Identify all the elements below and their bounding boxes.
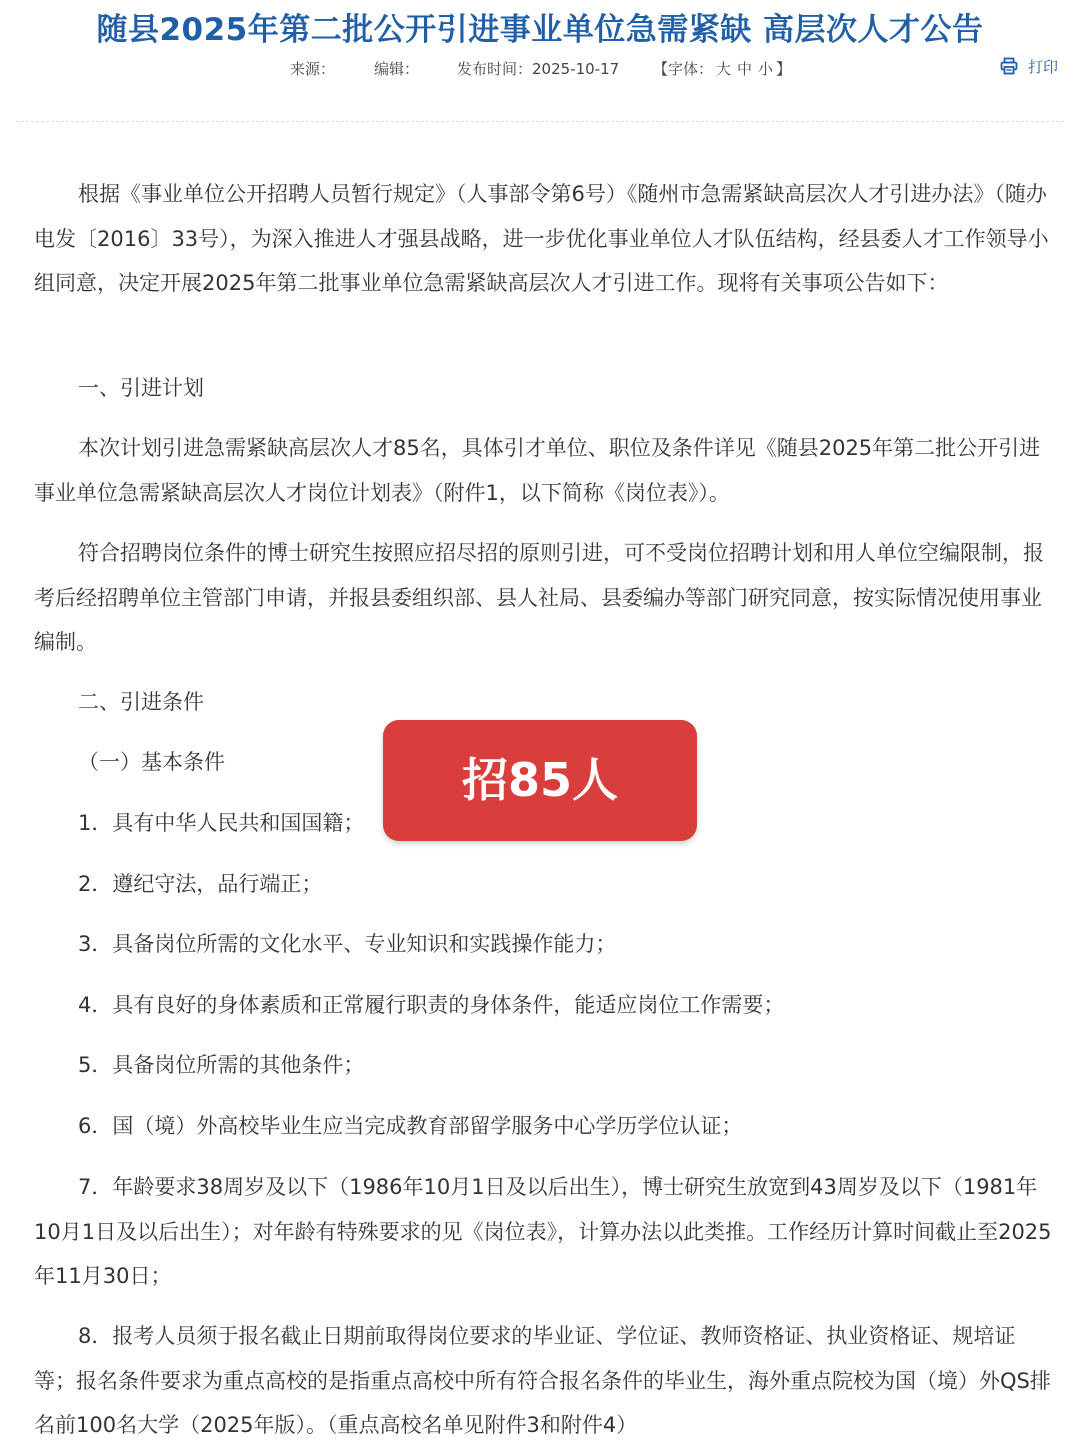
condition-item: 5．具备岗位所需的其他条件； (78, 1053, 365, 1077)
font-size-large[interactable]: 大 (716, 60, 732, 78)
article-meta (0, 58, 1080, 80)
section-heading-conditions: 二、引进条件 (78, 690, 204, 714)
font-size-small[interactable]: 小 (758, 60, 774, 78)
page-title: 随县2025年第二批公开引进事业单位急需紧缺 高层次人才公告 (96, 12, 984, 48)
publish-date: 发布时间：2025-10-17 (457, 60, 620, 78)
condition-item: 2．遵纪守法，品行端正； (78, 872, 323, 896)
editor-label: 编辑： (374, 60, 420, 78)
source-label: 来源： (290, 60, 336, 78)
condition-item: 3．具备岗位所需的文化水平、专业知识和实践操作能力； (78, 932, 617, 956)
condition-item: 7．年龄要求38周岁及以下（1986年10月1日及以后出生），博士研究生放宽到43周岁及以下（1981年10月1日及以后出生）；对年龄有特殊要求的见《岗位表》，计算办法以此类推。工作经历计算时间截止至2025年11月30日； (34, 1175, 1052, 1288)
plan-paragraph-2: 符合招聘岗位条件的博士研究生按照应招尽招的原则引进，可不受岗位招聘计划和用人单位空编限制，报考后经招聘单位主管部门申请，并报县委组织部、县人社局、县委编办等部门研究同意，按实际情况使用事业编制。 (34, 541, 1044, 654)
font-size-medium[interactable]: 中 (737, 60, 753, 78)
intro-paragraph: 根据《事业单位公开招聘人员暂行规定》（人事部令第6号）《随州市急需紧缺高层次人才引进办法》（随办电发〔2016〕33号），为深入推进人才强县战略，进一步优化事业单位人才队伍结构，经县委人才工作领导小组同意，决定开展2025年第二批事业单位急需紧缺高层次人才引进工作。现将有关事项公告如下： (34, 182, 1049, 295)
print-button[interactable] (1000, 56, 1058, 77)
printer-icon (1000, 57, 1018, 75)
condition-item: 8．报考人员须于报名截止日期前取得岗位要求的毕业证、学位证、教师资格证、执业资格证、规培证等；报名条件要求为重点高校的是指重点高校中所有符合报名条件的毕业生，海外重点院校为国（境）外QS排名前100名大学（2025年版）。（重点高校名单见附件3和附件4） (34, 1324, 1051, 1437)
subsection-heading-basic: （一）基本条件 (78, 750, 225, 774)
condition-item: 6．国（境）外高校毕业生应当完成教育部留学服务中心学历学位认证； (78, 1114, 743, 1138)
header-divider (16, 121, 1064, 122)
font-size-label-close: 】 (776, 60, 792, 78)
condition-item: 1．具有中华人民共和国国籍； (78, 811, 365, 835)
plan-paragraph-1: 本次计划引进急需紧缺高层次人才85名，具体引才单位、职位及条件详见《随县2025年第二批公开引进事业单位急需紧缺高层次人才岗位计划表》（附件1，以下简称《岗位表》）。 (34, 436, 1041, 505)
font-size-selector (653, 58, 791, 79)
print-label: 打印 (1028, 58, 1059, 76)
condition-item: 4．具有良好的身体素质和正常履行职责的身体条件，能适应岗位工作需要； (78, 993, 785, 1017)
recruit-count-badge: 招85人 (383, 720, 697, 841)
font-size-label-open: 【字体： (653, 60, 714, 78)
section-heading-plan: 一、引进计划 (78, 376, 204, 400)
